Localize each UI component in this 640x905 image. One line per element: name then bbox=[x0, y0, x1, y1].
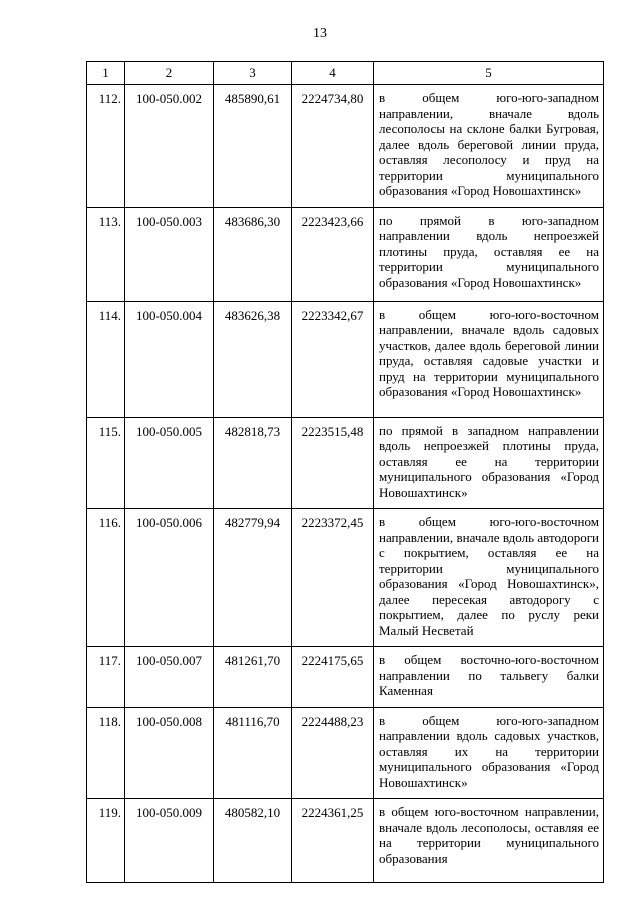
x-coordinate-cell: 483686,30 bbox=[214, 207, 292, 301]
x-coordinate-cell: 481116,70 bbox=[214, 707, 292, 799]
x-coordinate-cell: 482818,73 bbox=[214, 417, 292, 509]
point-code-cell: 100-050.009 bbox=[125, 799, 214, 883]
page-number: 13 bbox=[313, 26, 327, 41]
table-row bbox=[87, 85, 604, 208]
boundary-description-cell: по прямой в юго-западном направлении вдоль непроезжей плотины пруда, оставляя ее на территории муниципального образования «Город Новошахтинск» bbox=[374, 207, 604, 301]
boundary-table bbox=[86, 61, 604, 883]
y-coordinate-cell: 2223515,48 bbox=[292, 417, 374, 509]
x-coordinate-cell: 485890,61 bbox=[214, 85, 292, 208]
y-coordinate-cell: 2224488,23 bbox=[292, 707, 374, 799]
x-coordinate-cell: 482779,94 bbox=[214, 509, 292, 647]
y-coordinate-cell: 2223342,67 bbox=[292, 301, 374, 417]
boundary-description-cell: в общем юго-восточном направлении, вначале вдоль лесополосы, оставляя ее на территории муниципального образования bbox=[374, 799, 604, 883]
row-number-cell: 114. bbox=[87, 301, 125, 417]
header-col-1: 1 bbox=[87, 62, 125, 85]
point-code-cell: 100-050.006 bbox=[125, 509, 214, 647]
point-code-cell: 100-050.007 bbox=[125, 647, 214, 708]
row-number-cell: 117. bbox=[87, 647, 125, 708]
x-coordinate-cell: 483626,38 bbox=[214, 301, 292, 417]
x-coordinate-cell: 480582,10 bbox=[214, 799, 292, 883]
boundary-description-cell: в общем восточно-юго-восточном направлении по тальвегу балки Каменная bbox=[374, 647, 604, 708]
boundary-description-cell: по прямой в западном направлении вдоль непроезжей плотины пруда, оставляя ее на территории муниципального образования «Город Новошахтинск» bbox=[374, 417, 604, 509]
row-number-cell: 119. bbox=[87, 799, 125, 883]
y-coordinate-cell: 2224361,25 bbox=[292, 799, 374, 883]
point-code-cell: 100-050.005 bbox=[125, 417, 214, 509]
table-row bbox=[87, 417, 604, 509]
table-row bbox=[87, 647, 604, 708]
table-row bbox=[87, 509, 604, 647]
row-number-cell: 113. bbox=[87, 207, 125, 301]
boundary-description-cell: в общем юго-юго-западном направлении вдоль садовых участков, оставляя их на территории муниципального образования «Город Новошахтинск» bbox=[374, 707, 604, 799]
header-col-4: 4 bbox=[292, 62, 374, 85]
point-code-cell: 100-050.008 bbox=[125, 707, 214, 799]
point-code-cell: 100-050.003 bbox=[125, 207, 214, 301]
point-code-cell: 100-050.004 bbox=[125, 301, 214, 417]
header-col-3: 3 bbox=[214, 62, 292, 85]
boundary-description-cell: в общем юго-юго-восточном направлении, вначале вдоль садовых участков, далее вдоль береговой линии пруда, оставляя садовые участки и пруд на территории муниципального образования «Город Новошахтинск» bbox=[374, 301, 604, 417]
header-col-5: 5 bbox=[374, 62, 604, 85]
row-number-cell: 115. bbox=[87, 417, 125, 509]
point-code-cell: 100-050.002 bbox=[125, 85, 214, 208]
boundary-description-cell: в общем юго-юго-восточном направлении, вначале вдоль автодороги с покрытием, оставляя ее на территории муниципального образования «Город Новошахтинск», далее пересекая автодорогу с покрытием, далее по руслу реки Малый Несветай bbox=[374, 509, 604, 647]
boundary-description-cell: в общем юго-юго-западном направлении, вначале вдоль лесополосы на склоне балки Бугровая, далее вдоль береговой линии пруда, оставляя лесополосу и пруд на территории муниципального образования «Город Новошахтинск» bbox=[374, 85, 604, 208]
y-coordinate-cell: 2224734,80 bbox=[292, 85, 374, 208]
y-coordinate-cell: 2223423,66 bbox=[292, 207, 374, 301]
row-number-cell: 118. bbox=[87, 707, 125, 799]
table-row bbox=[87, 301, 604, 417]
table-row bbox=[87, 707, 604, 799]
y-coordinate-cell: 2223372,45 bbox=[292, 509, 374, 647]
table-row bbox=[87, 207, 604, 301]
table-header-row bbox=[87, 62, 604, 85]
y-coordinate-cell: 2224175,65 bbox=[292, 647, 374, 708]
row-number-cell: 116. bbox=[87, 509, 125, 647]
x-coordinate-cell: 481261,70 bbox=[214, 647, 292, 708]
table-row bbox=[87, 799, 604, 883]
row-number-cell: 112. bbox=[87, 85, 125, 208]
header-col-2: 2 bbox=[125, 62, 214, 85]
table-body bbox=[87, 85, 604, 883]
